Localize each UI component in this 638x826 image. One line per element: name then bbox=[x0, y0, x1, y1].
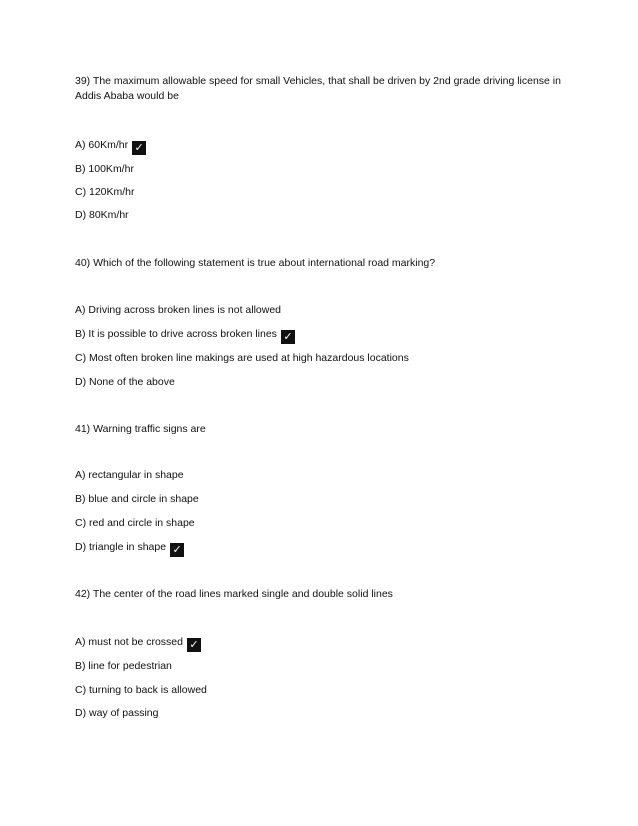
checkmark-icon: ✓ bbox=[170, 543, 184, 557]
question-39-option-b: B) 100Km/hr bbox=[75, 163, 134, 175]
checkmark-icon: ✓ bbox=[132, 141, 146, 155]
question-40-text: 40) Which of the following statement is true about international road marking? bbox=[75, 257, 436, 269]
question-39-option-d: D) 80Km/hr bbox=[75, 209, 129, 221]
question-41-option-d bbox=[75, 540, 184, 557]
question-40-option-d: D) None of the above bbox=[75, 376, 175, 388]
checkmark-icon: ✓ bbox=[281, 330, 295, 344]
question-41-option-c: C) red and circle in shape bbox=[75, 517, 195, 529]
question-40-option-a: A) Driving across broken lines is not allowed bbox=[75, 304, 282, 316]
checkmark-icon: ✓ bbox=[187, 638, 201, 652]
question-42-option-c: C) turning to back is allowed bbox=[75, 684, 207, 696]
question-39-option-a bbox=[75, 138, 146, 155]
question-42-option-d: D) way of passing bbox=[75, 707, 159, 719]
question-40-option-c: C) Most often broken line makings are used at high hazardous locations bbox=[75, 352, 409, 364]
option-label: A) 60Km/hr bbox=[75, 139, 129, 151]
question-39-option-c: C) 120Km/hr bbox=[75, 186, 135, 198]
question-41-option-b: B) blue and circle in shape bbox=[75, 493, 199, 505]
question-41-option-a: A) rectangular in shape bbox=[75, 469, 184, 481]
question-42-option-b: B) line for pedestrian bbox=[75, 660, 172, 672]
question-42-text: 42) The center of the road lines marked single and double solid lines bbox=[75, 588, 393, 600]
option-label: A) must not be crossed bbox=[75, 636, 183, 648]
option-label: B) It is possible to drive across broken lines bbox=[75, 328, 277, 340]
question-41-text: 41) Warning traffic signs are bbox=[75, 423, 206, 435]
option-label: D) triangle in shape bbox=[75, 541, 167, 553]
question-39-text: 39) The maximum allowable speed for small Vehicles, that shall be driven by 2nd grade driving license in Addis Ababa would be bbox=[75, 75, 561, 102]
question-42-option-a bbox=[75, 635, 201, 652]
question-40-option-b bbox=[75, 327, 295, 344]
